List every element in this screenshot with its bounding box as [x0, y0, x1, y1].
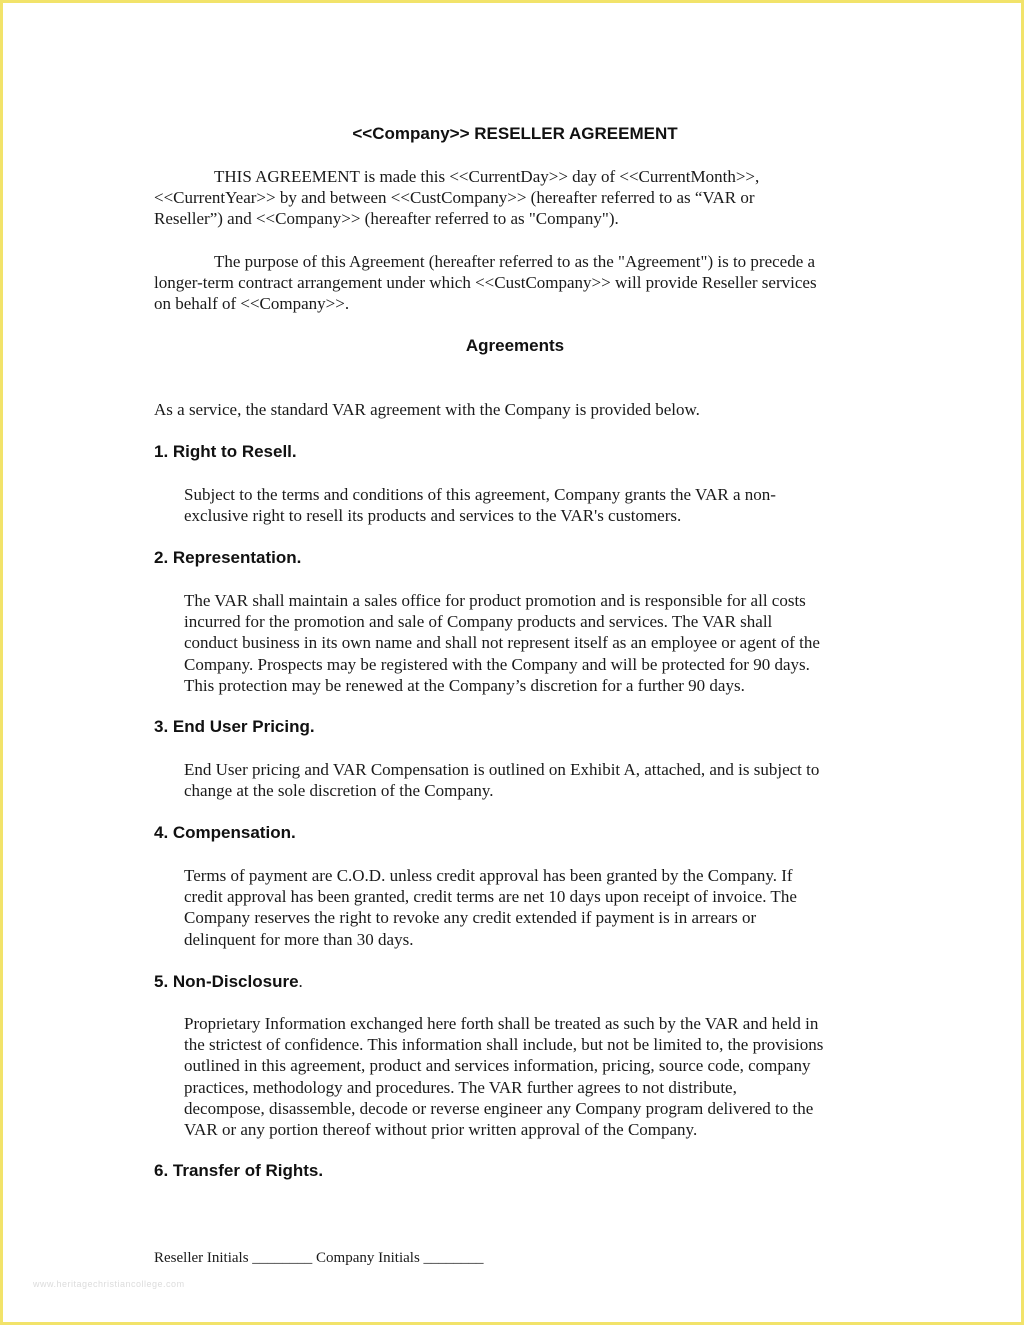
section-body — [184, 590, 820, 696]
section-line: exclusive right to resell its products and services to the VAR's customers. — [184, 506, 682, 526]
purpose-line: longer-term contract arrangement under which <<CustCompany>> will provide Reseller services — [154, 273, 817, 293]
document-title: <<Company>> RESELLER AGREEMENT — [352, 124, 678, 143]
section-line: End User pricing and VAR Compensation is outlined on Exhibit A, attached, and is subject to — [184, 760, 820, 779]
section-line: Company reserves the right to revoke any credit extended if payment is in arrears or — [184, 908, 757, 928]
section-line: practices, methodology and procedures. The VAR further agrees to not distribute, — [184, 1077, 737, 1097]
section-body — [184, 484, 776, 526]
section-line: Terms of payment are C.O.D. unless credit approval has been granted by the Company. If — [184, 866, 793, 885]
section-heading-text: 5. Non-Disclosure — [154, 972, 299, 991]
watermark: www.heritagechristiancollege.com — [33, 1279, 185, 1289]
initials-footer: Reseller Initials ________ Company Initials ________ — [154, 1250, 484, 1266]
section-heading: 3. End User Pricing. — [154, 717, 315, 736]
intro-line: Reseller”) and <<Company>> (hereafter referred to as "Company"). — [154, 209, 619, 229]
section-body — [184, 759, 819, 801]
purpose-line: The purpose of this Agreement (hereafter referred to as the "Agreement") is to precede a — [214, 252, 816, 271]
service-line: As a service, the standard VAR agreement with the Company is provided below. — [154, 400, 700, 419]
section-line: the strictest of confidence. This information shall include, but not be limited to, the provisions — [184, 1035, 824, 1055]
purpose-paragraph — [154, 251, 817, 315]
section-line: This protection may be renewed at the Company’s discretion for a further 90 days. — [184, 675, 745, 695]
section-line: Company. Prospects may be registered with the Company and will be protected for 90 days. — [184, 654, 810, 674]
intro-line: <<CurrentYear>> by and between <<CustCompany>> (hereafter referred to as “VAR or — [154, 188, 755, 208]
section-line: Subject to the terms and conditions of this agreement, Company grants the VAR a non- — [184, 485, 776, 504]
section-line: delinquent for more than 30 days. — [184, 929, 414, 949]
section-heading: 4. Compensation. — [154, 823, 296, 842]
intro-line: THIS AGREEMENT is made this <<CurrentDay>> day of <<CurrentMonth>>, — [214, 167, 760, 186]
section-heading: 1. Right to Resell. — [154, 442, 297, 461]
section-heading: 6. Transfer of Rights. — [154, 1161, 324, 1180]
section-line: decompose, disassemble, decode or reverse engineer any Company program delivered to the — [184, 1098, 814, 1118]
section-line: conduct business in its own name and shall not represent itself as an employee or agent of the — [184, 633, 820, 653]
section-line: credit approval has been granted, credit terms are net 10 days upon receipt of invoice. The — [184, 887, 797, 907]
agreements-heading: Agreements — [465, 336, 565, 355]
section-line: VAR or any portion thereof without prior written approval of the Company. — [184, 1120, 698, 1140]
purpose-line: on behalf of <<Company>>. — [154, 294, 350, 314]
section-line: The VAR shall maintain a sales office for product promotion and is responsible for all costs — [184, 591, 806, 610]
section-line: incurred for the promotion and sale of Company products and services. The VAR shall — [184, 612, 773, 632]
section-heading: 2. Representation. — [154, 548, 302, 567]
intro-paragraph — [154, 166, 759, 230]
section-line: change at the sole discretion of the Company. — [184, 781, 494, 801]
section-body — [184, 865, 797, 950]
section-line: outlined in this agreement, product and services information, pricing, source code, company — [184, 1056, 811, 1076]
section-body — [184, 1013, 823, 1140]
section-heading-suffix: . — [298, 972, 303, 991]
section-heading — [154, 971, 303, 992]
section-line: Proprietary Information exchanged here forth shall be treated as such by the VAR and held in — [184, 1014, 819, 1033]
